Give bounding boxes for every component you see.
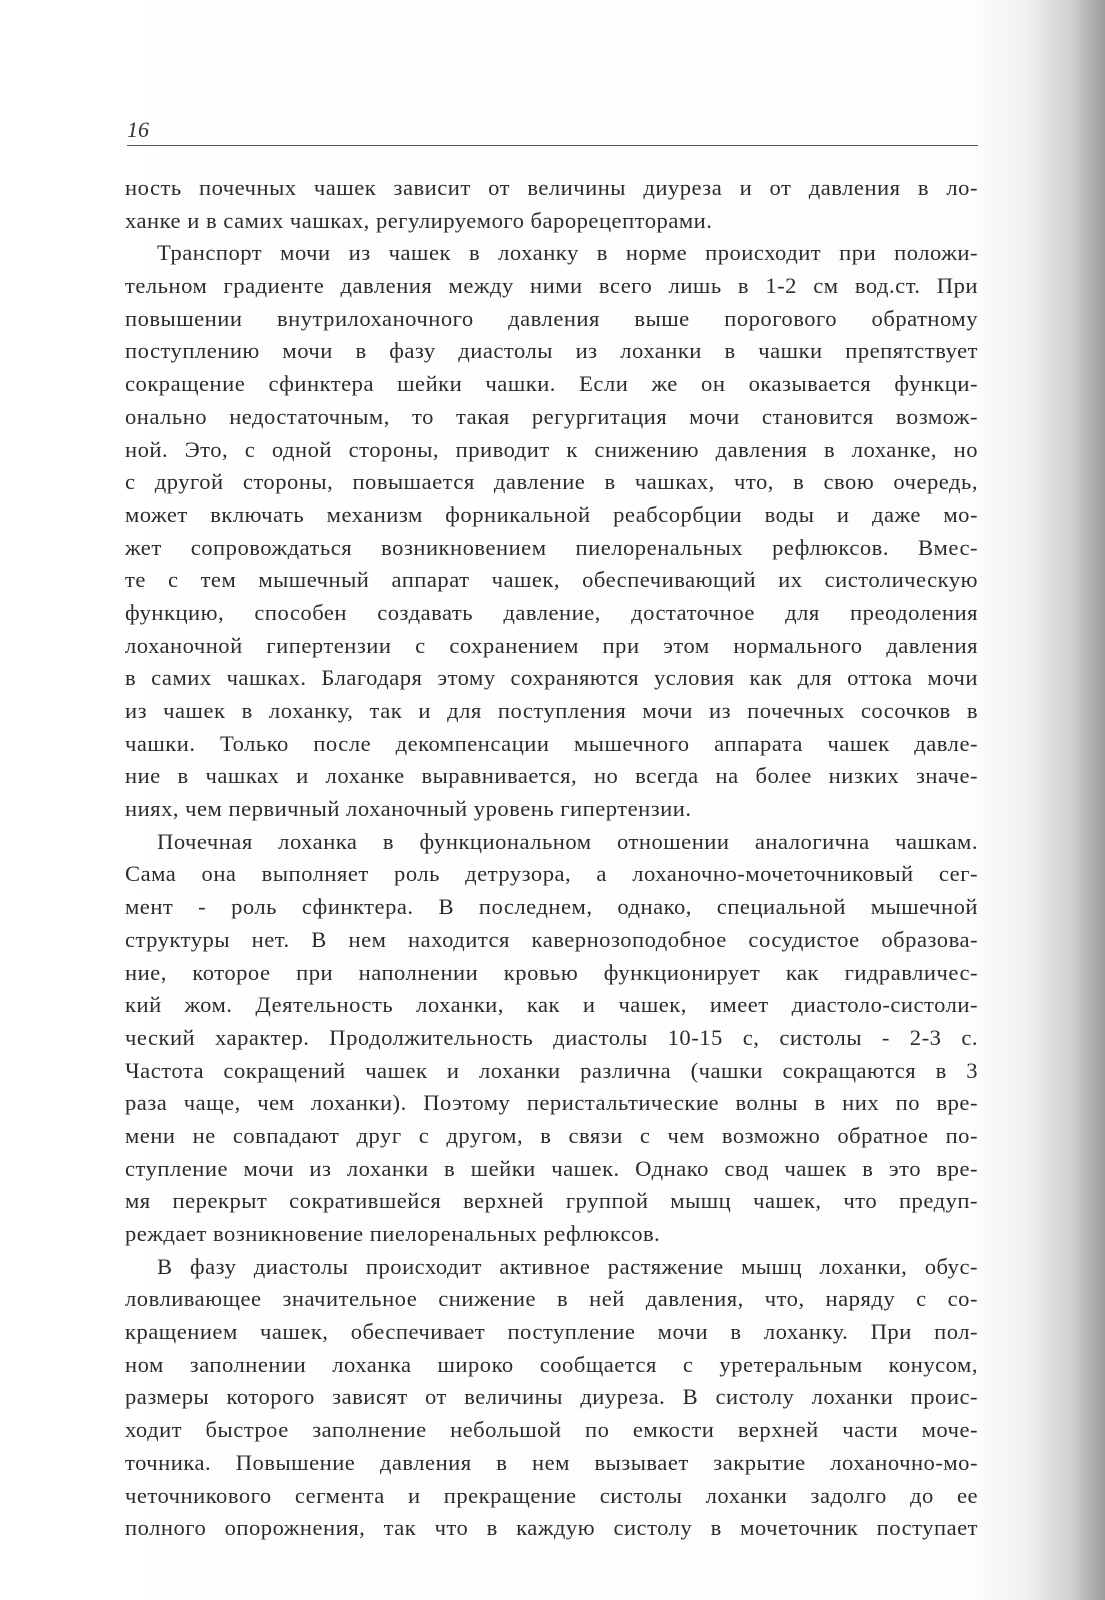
text-line: ность почечных чашек зависит от величины диуреза и от давления в ло- xyxy=(125,175,978,200)
text-line: ханке и в самих чашках, регулируемого барорецепторами. xyxy=(125,207,713,233)
text-line: функцию, способен создавать давление, достаточное для преодоления xyxy=(125,599,978,625)
text-line: повышении внутрилоханочного давления выше порогового обратному xyxy=(125,305,978,331)
text-line: Частота сокращений чашек и лоханки различна (чашки сокращаются в 3 xyxy=(125,1057,978,1083)
text-line: кращением чашек, обеспечивает поступление мочи в лоханку. При пол- xyxy=(125,1319,978,1345)
text-line: ходит быстрое заполнение небольшой по емкости верхней части моче- xyxy=(125,1417,978,1443)
text-line: тельном градиенте давления между ними всего лишь в 1-2 см вод.ст. При xyxy=(125,273,978,299)
text-line: Почечная лоханка в функциональном отношении аналогична чашкам. xyxy=(157,828,978,854)
text-line: онально недостаточным, то такая регургитация мочи становится возмож- xyxy=(125,403,978,429)
paragraph xyxy=(125,172,978,237)
text-line: раза чаще, чем лоханки). Поэтому перистальтические волны в них по вре- xyxy=(125,1090,978,1116)
text-line: ном заполнении лоханка широко сообщается с уретеральным конусом, xyxy=(125,1351,978,1377)
text-line: ние, которое при наполнении кровью функционирует как гидравличес- xyxy=(125,959,978,985)
paragraph xyxy=(125,826,978,1251)
page-number: 16 xyxy=(127,117,149,142)
text-line: ной. Это, с одной стороны, приводит к снижению давления в лоханке, но xyxy=(125,436,978,462)
text-line: из чашек в лоханку, так и для поступления мочи из почечных сосочков в xyxy=(125,698,978,723)
text-line: может включать механизм форникальной реабсорбции воды и даже мо- xyxy=(125,501,978,527)
text-line: мени не совпадают друг с другом, в связи с чем возможно обратное по- xyxy=(125,1122,978,1148)
text-line: полного опорожнения, так что в каждую систолу в мочеточник поступает xyxy=(125,1515,978,1541)
text-line: точника. Повышение давления в нем вызывает закрытие лоханочно-мо- xyxy=(125,1449,978,1475)
paragraph xyxy=(125,1251,978,1545)
text-line: кий жом. Деятельность лоханки, как и чашек, имеет диастоло-систоли- xyxy=(125,992,978,1018)
header-rule xyxy=(127,145,978,146)
text-line: жет сопровождаться возникновением пиелоренальных рефлюксов. Вмес- xyxy=(125,534,978,560)
text-line: размеры которого зависят от величины диуреза. В систолу лоханки проис- xyxy=(125,1384,978,1410)
text-line: Сама она выполняет роль детрузора, а лоханочно-мочеточниковый сег- xyxy=(125,861,978,887)
text-line: ниях, чем первичный лоханочный уровень гипертензии. xyxy=(125,796,692,822)
text-line: В фазу диастолы происходит активное растяжение мышц лоханки, обус- xyxy=(157,1253,978,1279)
text-line: мент - роль сфинктера. В последнем, однако, специальной мышечной xyxy=(125,894,978,920)
text-line: с другой стороны, повышается давление в чашках, что, в свою очередь, xyxy=(125,469,978,495)
text-line: ние в чашках и лоханке выравнивается, но всегда на более низких значе- xyxy=(125,763,978,789)
text-line: чашки. Только после декомпенсации мышечного аппарата чашек давле- xyxy=(125,730,978,756)
text-line: те с тем мышечный аппарат чашек, обеспечивающий их систолическую xyxy=(125,567,978,593)
text-line: поступлению мочи в фазу диастолы из лоханки в чашки препятствует xyxy=(125,338,978,364)
text-line: ступление мочи из лоханки в шейки чашек. Однако свод чашек в это вре- xyxy=(125,1155,978,1181)
text-line: сокращение сфинктера шейки чашки. Если же он оказывается функци- xyxy=(125,371,978,397)
body-text xyxy=(125,172,978,1545)
text-line: реждает возникновение пиелоренальных рефлюксов. xyxy=(125,1221,661,1246)
text-line: четочникового сегмента и прекращение систолы лоханки задолго до ее xyxy=(125,1482,978,1508)
text-line: структуры нет. В нем находится кавернозоподобное сосудистое образова- xyxy=(125,926,978,952)
text-line: лоханочной гипертензии с сохранением при этом нормального давления xyxy=(125,632,978,658)
text-line: в самих чашках. Благодаря этому сохраняются условия как для оттока мочи xyxy=(125,665,978,691)
page-edge-shadow xyxy=(1035,0,1105,1600)
text-line: ловливающее значительное снижение в ней давления, что, наряду с со- xyxy=(125,1286,978,1312)
text-line: Транспорт мочи из чашек в лоханку в норме происходит при положи- xyxy=(157,240,978,266)
text-line: мя перекрыт сократившейся верхней группой мышц чашек, что предуп- xyxy=(125,1188,978,1214)
paragraph xyxy=(125,237,978,825)
text-line: ческий характер. Продолжительность диастолы 10-15 с, систолы - 2-3 с. xyxy=(125,1024,978,1050)
running-header xyxy=(127,117,978,147)
